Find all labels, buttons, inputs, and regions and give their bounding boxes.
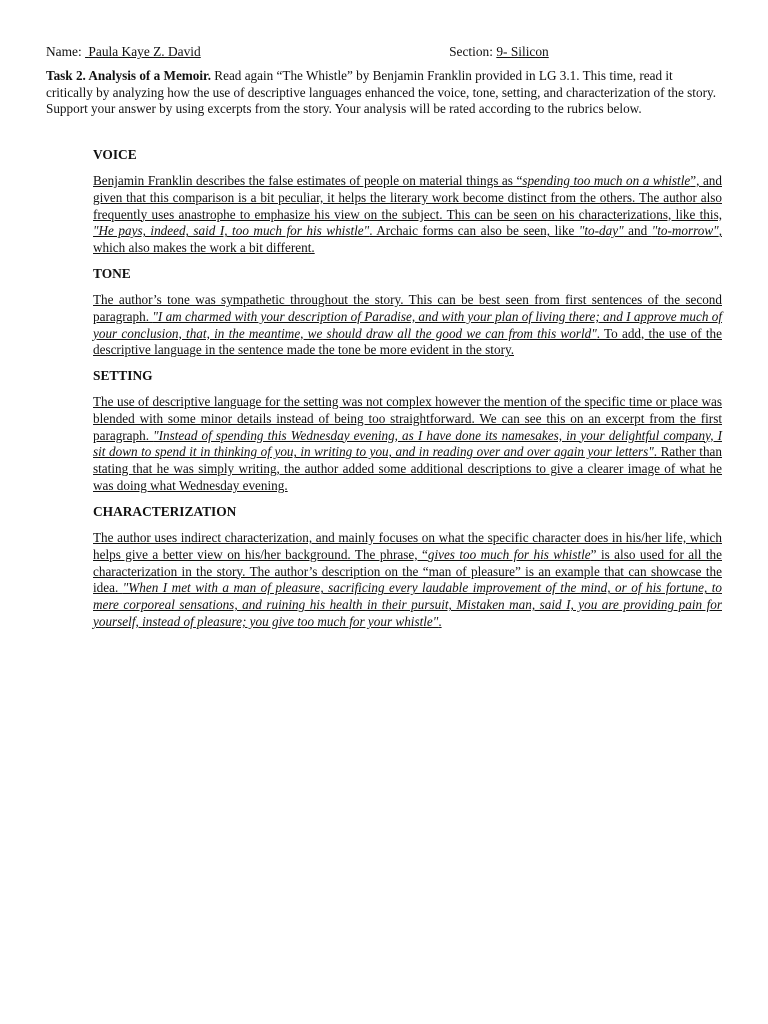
tone-text-1: The author’s tone was sympathetic throughout the story. This can be best seen from first sentences of the second paragraph. <box>93 292 722 324</box>
name-value <box>85 43 449 60</box>
section-value: 9- Silicon <box>496 44 549 59</box>
voice-text-1: Benjamin Franklin describes the false estimates of people on material things as “ <box>93 173 523 188</box>
characterization-heading: CHARACTERIZATION <box>93 504 237 519</box>
setting-text-2: . Rather than stating that he was simply writing, the author added some additional descriptions to give a clearer image of what he was doing what Wednesday evening. <box>93 444 723 493</box>
voice-heading: VOICE <box>93 147 137 162</box>
voice-text-5: , which also makes the work a bit different. <box>93 223 722 256</box>
voice-quote-1: spending too much on a whistle <box>522 173 691 188</box>
characterization-quote-2: "When I met with a man of pleasure, sacrificing every laudable improvement of the mind, or of his fortune, to mere corporeal sensations, and ruining his health in their pursuit, Mistaken man, said I, you are providing pain for yourself, instead of pleasure; you give too much for your whistle" <box>93 580 722 629</box>
characterization-quote-1: gives too much for his whistle <box>427 546 591 562</box>
characterization-paragraph <box>93 530 722 631</box>
name-label: Name: <box>46 44 82 59</box>
name-value-text: Paula Kaye Z. David <box>88 44 201 59</box>
voice-section <box>93 146 722 257</box>
tone-quote-1: "I am charmed with your description of Paradise, and with your plan of living there; and I approve much of your conclusion, that, in the meantime, we should draw all the good we can from this world" <box>93 308 722 341</box>
characterization-text-3: . <box>438 613 442 629</box>
task-title: Task 2. Analysis of a Memoir. <box>46 68 211 83</box>
characterization-section <box>93 503 722 631</box>
voice-paragraph <box>93 173 722 257</box>
characterization-text-1: The author uses indirect characterization, and mainly focuses on what the specific character does in his/her life, which helps give a better view on his/her background. The phrase, “ <box>93 530 722 562</box>
characterization-text-2: ” is also used for all the characterization in the story. The author’s description on the “man of pleasure” is an example that can showcase the idea. <box>93 546 722 596</box>
voice-text-2: ”, and given that this comparison is a bit peculiar, it helps the literary work become distinct from the others. The author also frequently uses anastrophe to emphasize his view on the subject. This can be seen on his characterizations, like this, <box>93 173 722 222</box>
setting-heading: SETTING <box>93 368 153 383</box>
voice-text-3: . Archaic forms can also be seen, like <box>369 223 579 239</box>
header-line <box>46 43 746 60</box>
tone-paragraph <box>93 292 722 359</box>
task-instructions <box>46 68 722 118</box>
setting-section <box>93 367 722 495</box>
voice-text-4: and <box>623 223 652 239</box>
tone-section <box>93 265 722 359</box>
section-label: Section: <box>449 44 493 59</box>
tone-heading: TONE <box>93 266 131 281</box>
voice-quote-3: "to-day" <box>578 223 624 239</box>
voice-quote-4: "to-morrow" <box>651 223 719 239</box>
voice-quote-2: "He pays, indeed, said I, too much for his whistle" <box>93 223 370 239</box>
tone-text-2: . To add, the use of the descriptive language in the sentence made the tone be more evident in the story. <box>93 325 722 358</box>
task-text: Read again “The Whistle” by Benjamin Franklin provided in LG 3.1. This time, read it critically by analyzing how the use of descriptive languages enhanced the voice, tone, setting, and characterization of the story. Support your answer by using excerpts from the story. Your analysis will be rated according to the rubrics below. <box>46 68 716 117</box>
setting-text-1: The use of descriptive language for the setting was not complex however the mention of the specific time or place was blended with some minor details instead of being too straightforward. We can see this on an excerpt from the first paragraph. <box>93 394 722 443</box>
setting-quote-1: "Instead of spending this Wednesday evening, as I have done its namesakes, in your delightful company, I sit down to spend it in thinking of you, in writing to you, and in reading over and over again your letters" <box>93 427 722 460</box>
setting-paragraph <box>93 394 722 495</box>
